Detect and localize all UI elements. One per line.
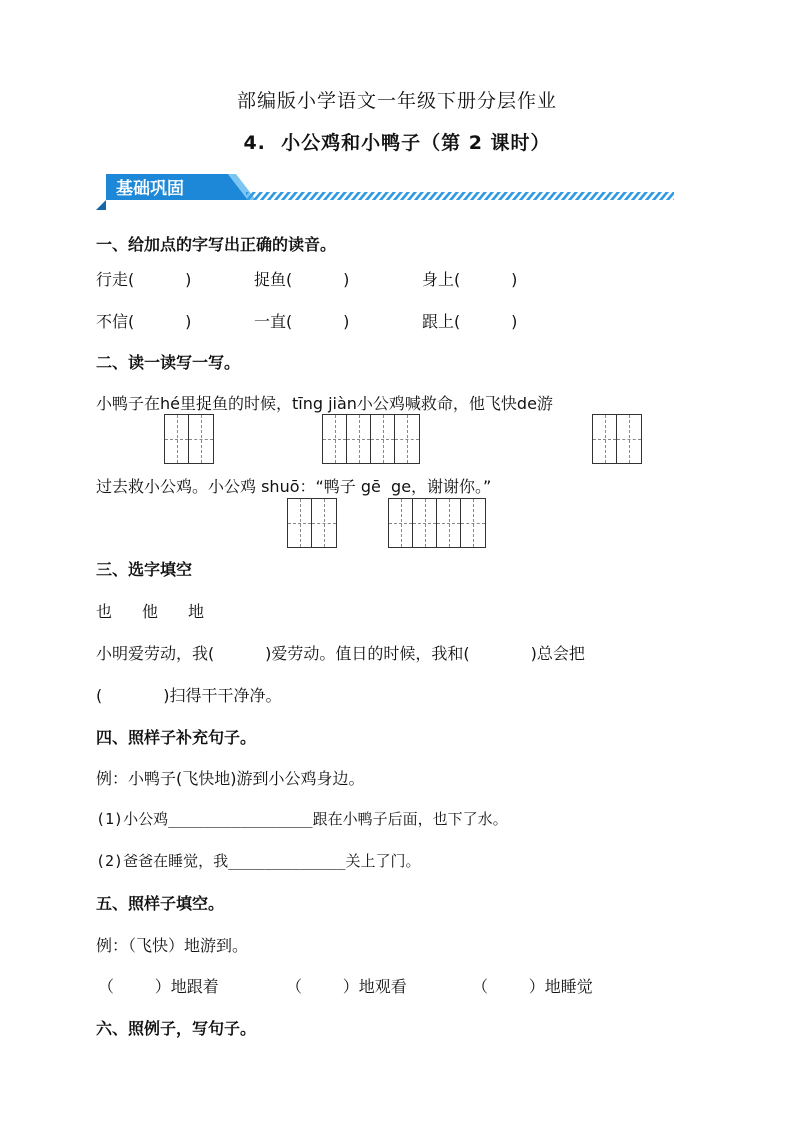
q1-item: 行走( ) xyxy=(96,270,192,289)
section-banner-label: 基础巩固 xyxy=(116,179,184,199)
q5-heading: 五、照样子填空。 xyxy=(96,894,225,913)
q1-item: 跟上( ) xyxy=(422,312,518,331)
q3-option: 他 xyxy=(142,602,159,621)
tianzige-box[interactable] xyxy=(592,414,642,464)
q3-line2: ( )扫得干干净净。 xyxy=(96,686,282,705)
q2-line1: 小鸭子在hé里捉鱼的时候，tīng jiàn小公鸡喊救命，他飞快de游 xyxy=(96,394,553,413)
q5-example: 例：（飞快）地游到。 xyxy=(96,936,249,955)
lesson-title: 4. 小公鸡和小鸭子（第 2 课时） xyxy=(243,132,551,154)
q1-item: 捉鱼( ) xyxy=(254,270,350,289)
q4-item2: (2)爸爸在睡觉，我_____________关上了门。 xyxy=(96,852,421,870)
q2-line2: 过去救小公鸡。小公鸡 shuō：“鸭子 gē ge，谢谢你。” xyxy=(96,477,492,496)
q6-heading: 六、照例子，写句子。 xyxy=(96,1019,257,1038)
tianzige-box[interactable] xyxy=(287,498,337,548)
q4-example: 例：小鸭子(飞快地)游到小公鸡身边。 xyxy=(96,769,365,788)
q1-item: 身上( ) xyxy=(422,270,518,289)
q3-heading: 三、选字填空 xyxy=(96,560,193,579)
page-title: 部编版小学语文一年级下册分层作业 xyxy=(236,90,557,112)
q1-heading: 一、给加点的字写出正确的读音。 xyxy=(96,235,337,254)
q1-item: 不信( ) xyxy=(96,312,192,331)
tianzige-box[interactable] xyxy=(388,498,486,548)
q4-item1: (1)小公鸡________________跟在小鸭子后面，也下了水。 xyxy=(96,810,508,828)
q5-item: （ ）地睡觉 xyxy=(472,977,593,996)
q3-option: 地 xyxy=(188,602,205,621)
tianzige-box[interactable] xyxy=(164,414,214,464)
q1-item: 一直( ) xyxy=(254,312,350,331)
q3-option: 也 xyxy=(96,602,113,621)
q5-item: （ ）地观看 xyxy=(286,977,407,996)
section-banner xyxy=(96,170,676,212)
q2-heading: 二、读一读写一写。 xyxy=(96,353,241,372)
tianzige-box[interactable] xyxy=(322,414,420,464)
q5-item: （ ）地跟着 xyxy=(98,977,219,996)
q3-line1: 小明爱劳动，我( )爱劳动。值日的时候，我和( )总会把 xyxy=(96,644,585,663)
q4-heading: 四、照样子补充句子。 xyxy=(96,728,257,747)
